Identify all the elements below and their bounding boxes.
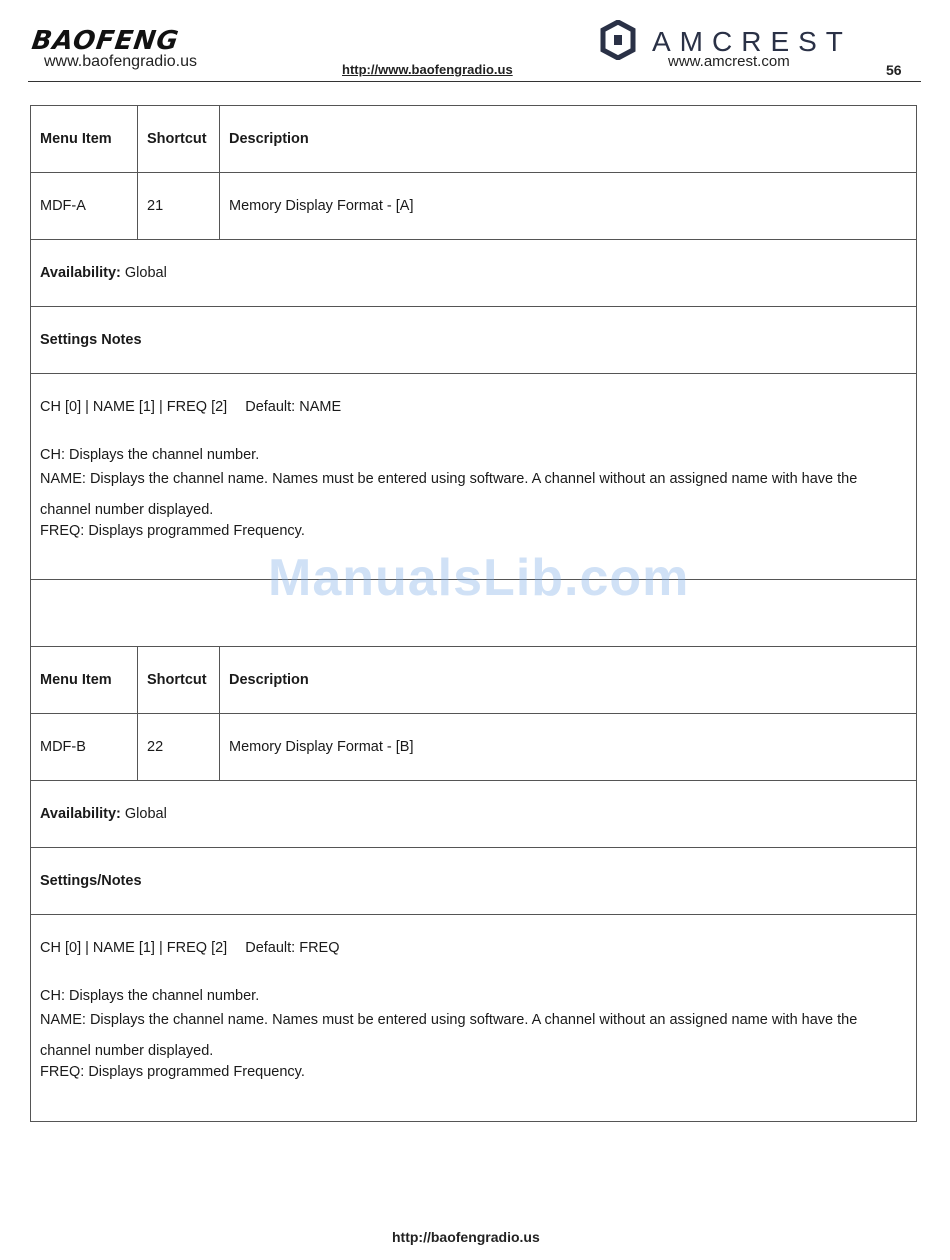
- baofeng-logo: BAOFENG: [29, 26, 181, 56]
- availability-cell: [31, 240, 916, 306]
- note-ch: CH: Displays the channel number.: [40, 447, 260, 463]
- footer-link[interactable]: http://baofengradio.us: [392, 1229, 540, 1245]
- page-number: 56: [886, 62, 902, 78]
- col-description: Description: [229, 672, 309, 688]
- amcrest-url[interactable]: www.amcrest.com: [668, 53, 790, 70]
- availability-row: [31, 240, 916, 307]
- options-line: [40, 398, 341, 422]
- settings-notes: [31, 915, 916, 1121]
- options-line: [40, 939, 340, 963]
- default-text: Default: FREQ: [245, 940, 340, 956]
- amcrest-logo-text: AMCREST: [652, 26, 852, 57]
- amcrest-logo-icon: [600, 20, 636, 60]
- availability-label: Availability:: [40, 265, 121, 281]
- settings-heading-row: [31, 307, 916, 374]
- note-name: NAME: Displays the channel name. Names must be entered using software. A channel without an assigned name with have the channel number displayed.: [40, 471, 858, 518]
- note-ch: CH: Displays the channel number.: [40, 988, 260, 1004]
- description-value: Memory Display Format - [A]: [229, 198, 414, 214]
- shortcut-value: 22: [138, 714, 220, 780]
- options-text: CH [0] | NAME [1] | FREQ [2]: [40, 399, 228, 415]
- col-menu-item: Menu Item: [31, 647, 138, 713]
- col-menu-item: Menu Item: [31, 106, 138, 172]
- settings-heading-row: [31, 848, 916, 915]
- col-shortcut: Shortcut: [138, 106, 220, 172]
- table-header-row: [31, 106, 916, 173]
- availability-value: Global: [124, 265, 167, 281]
- baofeng-url[interactable]: www.baofengradio.us: [44, 53, 197, 70]
- availability-row: [31, 781, 916, 848]
- settings-heading: Settings Notes: [40, 332, 142, 348]
- note-freq: FREQ: Displays programmed Frequency.: [40, 523, 305, 539]
- availability-value: Global: [124, 806, 167, 822]
- description-value: Memory Display Format - [B]: [229, 739, 414, 755]
- availability-label: Availability:: [40, 806, 121, 822]
- settings-heading: Settings/Notes: [40, 873, 142, 889]
- header-center-link[interactable]: http://www.baofengradio.us: [342, 62, 513, 77]
- menu-item-value: MDF-A: [31, 173, 138, 239]
- header-divider: [28, 81, 921, 82]
- shortcut-value: 21: [138, 173, 220, 239]
- note-name: NAME: Displays the channel name. Names must be entered using software. A channel without an assigned name with have the channel number displayed.: [40, 1012, 858, 1059]
- col-description: Description: [229, 131, 309, 147]
- menu-table: [30, 105, 917, 1122]
- watermark: ManualsLib.com: [268, 549, 690, 607]
- note-freq: FREQ: Displays programmed Frequency.: [40, 1064, 305, 1080]
- default-text: Default: NAME: [245, 399, 342, 415]
- table-header-row: [31, 647, 916, 714]
- options-text: CH [0] | NAME [1] | FREQ [2]: [40, 940, 228, 956]
- table-row: [31, 714, 916, 781]
- settings-notes-row: [31, 915, 916, 1121]
- col-shortcut: Shortcut: [138, 647, 220, 713]
- availability-cell: [31, 781, 916, 847]
- menu-item-value: MDF-B: [31, 714, 138, 780]
- table-row: [31, 173, 916, 240]
